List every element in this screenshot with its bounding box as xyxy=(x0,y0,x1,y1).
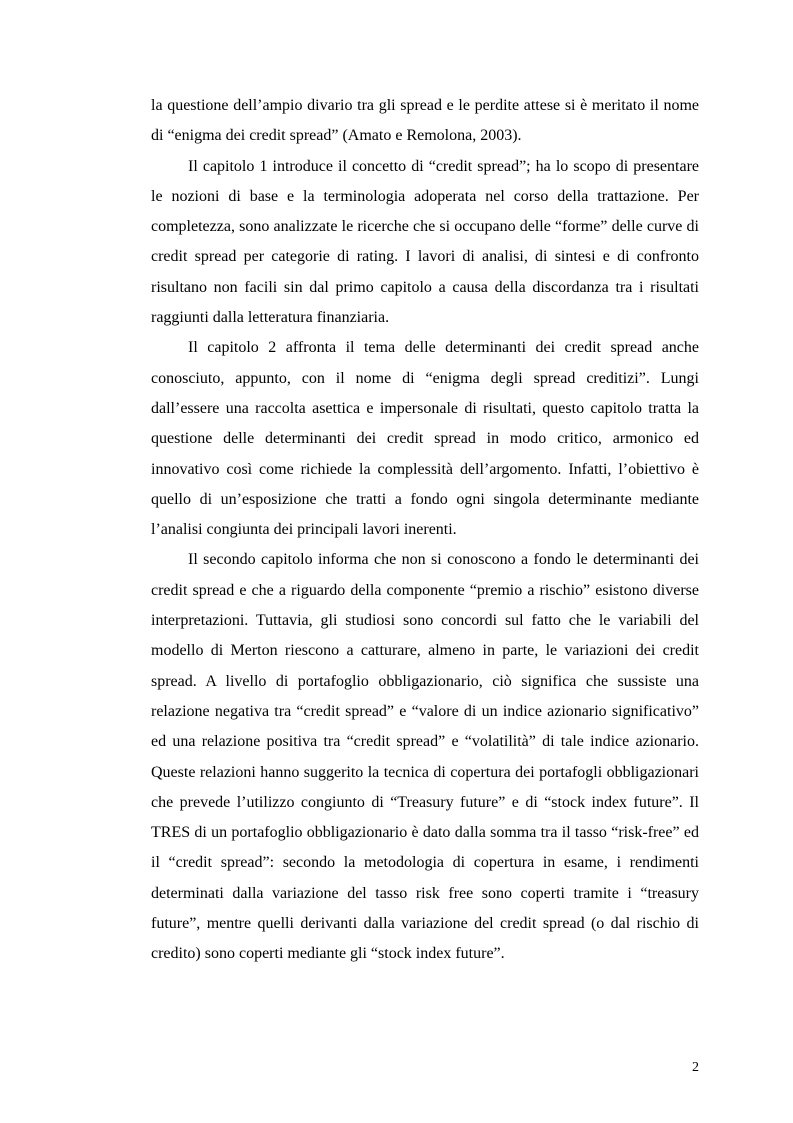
page-number: 2 xyxy=(692,1060,699,1075)
paragraph-chapter-2: Il capitolo 2 affronta il tema delle determinanti dei credit spread anche conosciuto, appunto, con il nome di “enigma degli spread creditizi”. Lungi dall’essere una raccolta asettica e impersonale di risultati, questo capitolo tratta la questione delle determinanti dei credit spread in modo critico, armonico ed innovativo così come richiede la complessità dell’argomento. Infatti, l’obiettivo è quello di un’esposizione che tratti a fondo ogni singola determinante mediante l’analisi congiunta dei principali lavori inerenti. xyxy=(151,339,699,539)
paragraph-intro-continuation: la questione dell’ampio divario tra gli spread e le perdite attese si è meritato il nome di “enigma dei credit spread” (Amato e Remolona, 2003). xyxy=(151,97,699,145)
body-text xyxy=(151,91,699,970)
paragraph-second-chapter: Il secondo capitolo informa che non si conoscono a fondo le determinanti dei credit spread e che a riguardo della componente “premio a rischio” esistono diverse interpretazioni. Tuttavia, gli studiosi sono concordi sul fatto che le variabili del modello di Merton riescono a catturare, almeno in parte, le variazioni dei credit spread. A livello di portafoglio obbligazionario, ciò significa che sussiste una relazione negativa tra “credit spread” e “valore di un indice azionario significativo” ed una relazione positiva tra “credit spread” e “volatilità” di tale indice azionario. Queste relazioni hanno suggerito la tecnica di copertura dei portafogli obbligazionari che prevede l’utilizzo congiunto di “Treasury future” e di “stock index future”. Il TRES di un portafoglio obbligazionario è dato dalla somma tra il tasso “risk-free” ed il “credit spread”: secondo la metodologia di copertura in esame, i rendimenti determinati dalla variazione del tasso risk free sono coperti tramite i “treasury future”, mentre quelli derivanti dalla variazione del credit spread (o dal rischio di credito) sono coperti mediante gli “stock index future”. xyxy=(151,551,699,963)
paragraph-chapter-1: Il capitolo 1 introduce il concetto di “credit spread”; ha lo scopo di presentare le nozioni di base e la terminologia adoperata nel corso della trattazione. Per completezza, sono analizzate le ricerche che si occupano delle “forme” delle curve di credit spread per categorie di rating. I lavori di analisi, di sintesi e di confronto risultano non facili sin dal primo capitolo a causa della discordanza tra i risultati raggiunti dalla letteratura finanziaria. xyxy=(151,157,699,327)
